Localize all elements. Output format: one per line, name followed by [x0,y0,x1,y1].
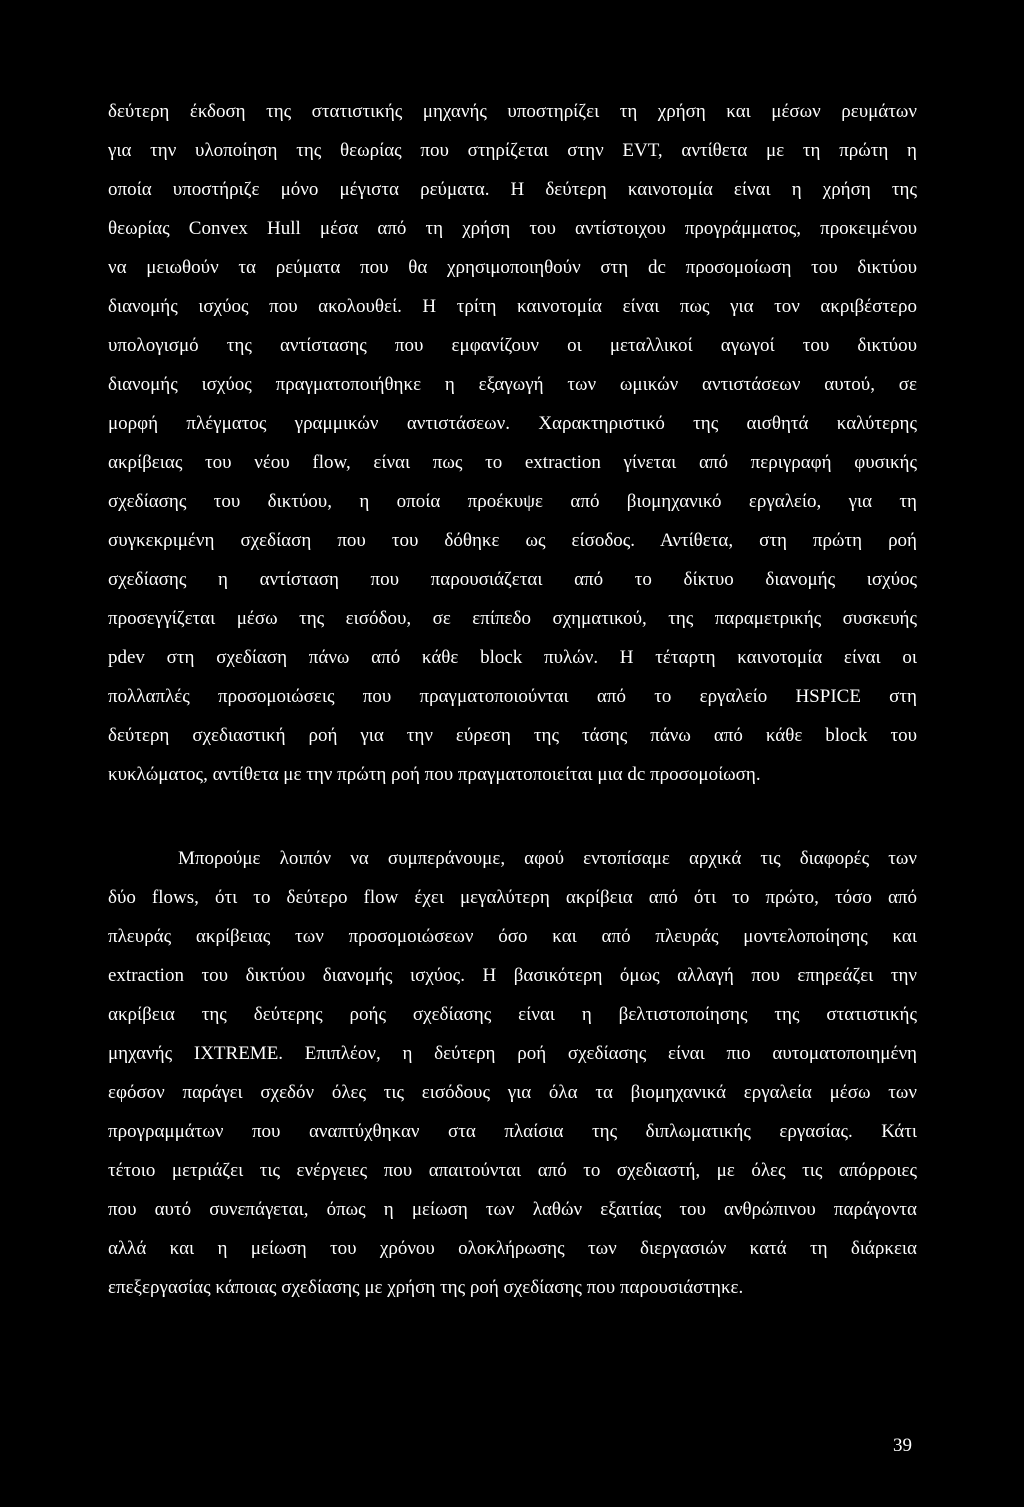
paragraph-line: προσεγγίζεται μέσω της εισόδου, σε επίπεδο σχηματικού, της παραμετρικής συσκευής [108,608,917,629]
paragraph-line: αλλά και η μείωση του χρόνου ολοκλήρωσης των διεργασιών κατά τη διάρκεια [108,1238,917,1259]
paragraph-line: pdev στη σχεδίαση πάνω από κάθε block πυλών. Η τέταρτη καινοτομία είναι οι [108,647,917,668]
paragraph-line: πλευράς ακρίβειας των προσομοιώσεων όσο και από πλευράς μοντελοποίησης και [108,926,917,947]
paragraph-line: δύο flows, ότι το δεύτερο flow έχει μεγαλύτερη ακρίβεια από ότι το πρώτο, τόσο από [108,887,917,908]
paragraph-1 [108,98,917,789]
paragraph-line: ακρίβειας του νέου flow, είναι πως το extraction γίνεται από περιγραφή φυσικής [108,452,917,473]
paragraph-line: συγκεκριμένη σχεδίαση που του δόθηκε ως είσοδος. Αντίθετα, στη πρώτη ροή [108,530,917,551]
paragraph-line: δεύτερη έκδοση της στατιστικής μηχανής υποστηρίζει τη χρήση και μέσων ρευμάτων [108,101,917,122]
paragraph-line: που αυτό συνεπάγεται, όπως η μείωση των λαθών εξαιτίας του ανθρώπινου παράγοντα [108,1199,917,1220]
paragraph-spacer [108,800,917,845]
page-number: 39 [893,1435,912,1456]
paragraph-line: θεωρίας Convex Hull μέσα από τη χρήση του αντίστοιχου προγράμματος, προκειμένου [108,218,917,239]
paragraph-line: διανομής ισχύος που ακολουθεί. Η τρίτη καινοτομία είναι πως για τον ακριβέστερο [108,296,917,317]
paragraph-line: κυκλώματος, αντίθετα με την πρώτη ροή που πραγματοποιείται μια dc προσομοίωση. [108,764,761,785]
paragraph-line: μηχανής IXTREME. Επιπλέον, η δεύτερη ροή σχεδίασης είναι πιο αυτοματοποιημένη [108,1043,917,1064]
paragraph-line: μορφή πλέγματος γραμμικών αντιστάσεων. Χαρακτηριστικό της αισθητά καλύτερης [108,413,917,434]
paragraph-line: extraction του δικτύου διανομής ισχύος. Η βασικότερη όμως αλλαγή που επηρεάζει την [108,965,917,986]
paragraph-line: για την υλοποίηση της θεωρίας που στηρίζεται στην EVT, αντίθετα με τη πρώτη η [108,140,917,161]
paragraph-line: εφόσον παράγει σχεδόν όλες τις εισόδους για όλα τα βιομηχανικά εργαλεία μέσω των [108,1082,917,1103]
paragraph-line: οποία υποστήριζε μόνο μέγιστα ρεύματα. Η δεύτερη καινοτομία είναι η χρήση της [108,179,917,200]
paragraph-line: υπολογισμό της αντίστασης που εμφανίζουν οι μεταλλικοί αγωγοί του δικτύου [108,335,917,356]
paragraph-line: επεξεργασίας κάποιας σχεδίασης με χρήση της ροή σχεδίασης που παρουσιάστηκε. [108,1277,744,1298]
paragraph-line: δεύτερη σχεδιαστική ροή για την εύρεση της τάσης πάνω από κάθε block του [108,725,917,746]
paragraph-line: σχεδίασης του δικτύου, η οποία προέκυψε από βιομηχανικό εργαλείο, για τη [108,491,917,512]
paragraph-2 [108,845,917,1302]
body-text [108,98,917,1313]
paragraph-line: ακρίβεια της δεύτερης ροής σχεδίασης είναι η βελτιστοποίησης της στατιστικής [108,1004,917,1025]
paragraph-line: διανομής ισχύος πραγματοποιήθηκε η εξαγωγή των ωμικών αντιστάσεων αυτού, σε [108,374,917,395]
paragraph-line: πολλαπλές προσομοιώσεις που πραγματοποιούνται από το εργαλείο HSPICE στη [108,686,917,707]
paragraph-line: Μπορούμε λοιπόν να συμπεράνουμε, αφού εντοπίσαμε αρχικά τις διαφορές των [178,848,917,869]
paragraph-line: τέτοιο μετριάζει τις ενέργειες που απαιτούνται από το σχεδιαστή, με όλες τις απόρροιες [108,1160,917,1181]
paragraph-line: σχεδίασης η αντίσταση που παρουσιάζεται από το δίκτυο διανομής ισχύος [108,569,917,590]
paragraph-line: να μειωθούν τα ρεύματα που θα χρησιμοποιηθούν στη dc προσομοίωση του δικτύου [108,257,917,278]
paragraph-line: προγραμμάτων που αναπτύχθηκαν στα πλαίσια της διπλωματικής εργασίας. Κάτι [108,1121,917,1142]
